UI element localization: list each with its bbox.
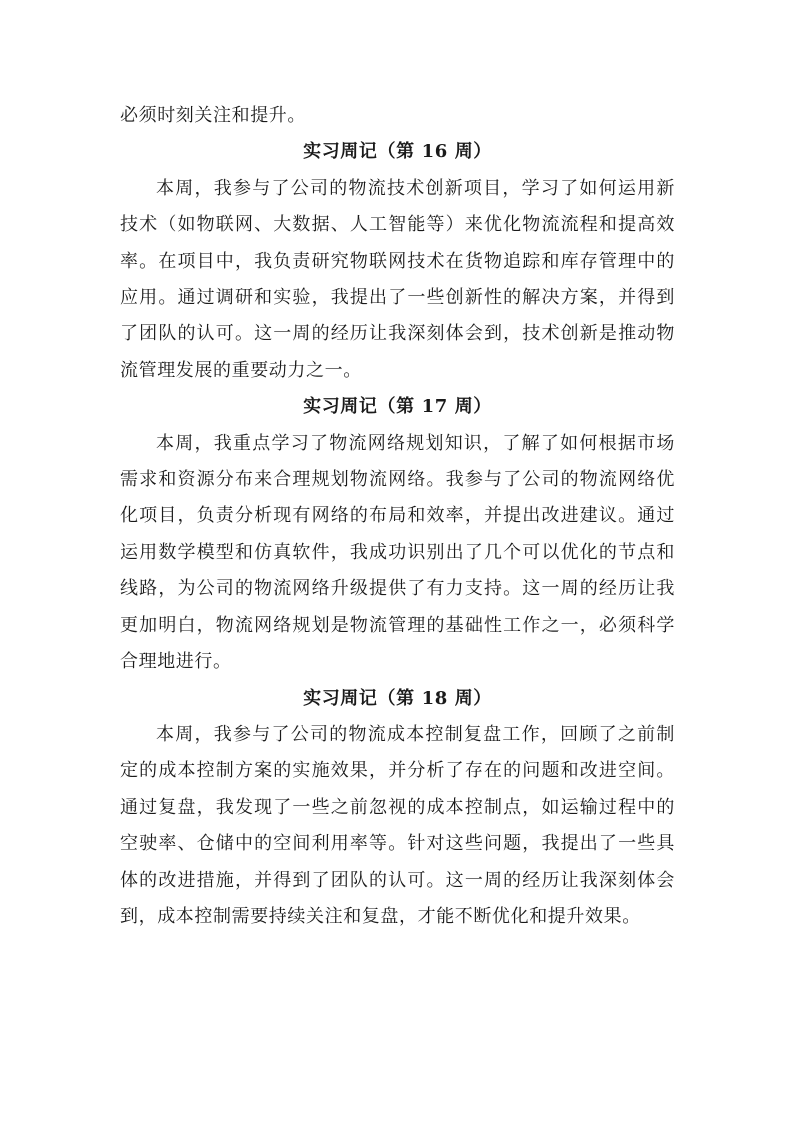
entry-heading: 实习周记（第 18 周） bbox=[303, 687, 492, 709]
weekly-entry-18 bbox=[120, 681, 675, 936]
lead-fragment: 必须时刻关注和提升。 bbox=[120, 105, 306, 126]
entry-heading: 实习周记（第 16 周） bbox=[303, 141, 492, 163]
entry-heading: 实习周记（第 17 周） bbox=[303, 396, 492, 418]
entry-body: 本周，我参与了公司的物流成本控制复盘工作，回顾了之前制定的成本控制方案的实施效果，并分析了存在的问题和改进空间。通过复盘，我发现了一些之前忽视的成本控制点，如运输过程中的空驶率、仓储中的空间利用率等。针对这些问题，我提出了一些具体的改进措施，并得到了团队的认可。这一周的经历让我深刻体会到，成本控制需要持续关注和复盘，才能不断优化和提升效果。 bbox=[120, 723, 675, 927]
weekly-entry-17 bbox=[120, 389, 675, 680]
entry-body: 本周，我重点学习了物流网络规划知识，了解了如何根据市场需求和资源分布来合理规划物流网络。我参与了公司的物流网络优化项目，负责分析现有网络的布局和效率，并提出改进建议。通过运用数学模型和仿真软件，我成功识别出了几个可以优化的节点和线路，为公司的物流网络升级提供了有力支持。这一周的经历让我更加明白，物流网络规划是物流管理的基础性工作之一，必须科学合理地进行。 bbox=[120, 432, 675, 673]
entry-body: 本周，我参与了公司的物流技术创新项目，学习了如何运用新技术（如物联网、大数据、人工智能等）来优化物流流程和提高效率。在项目中，我负责研究物联网技术在货物追踪和库存管理中的应用。通过调研和实验，我提出了一些创新性的解决方案，并得到了团队的认可。这一周的经历让我深刻体会到，技术创新是推动物流管理发展的重要动力之一。 bbox=[120, 177, 675, 381]
weekly-entry-16 bbox=[120, 134, 675, 389]
